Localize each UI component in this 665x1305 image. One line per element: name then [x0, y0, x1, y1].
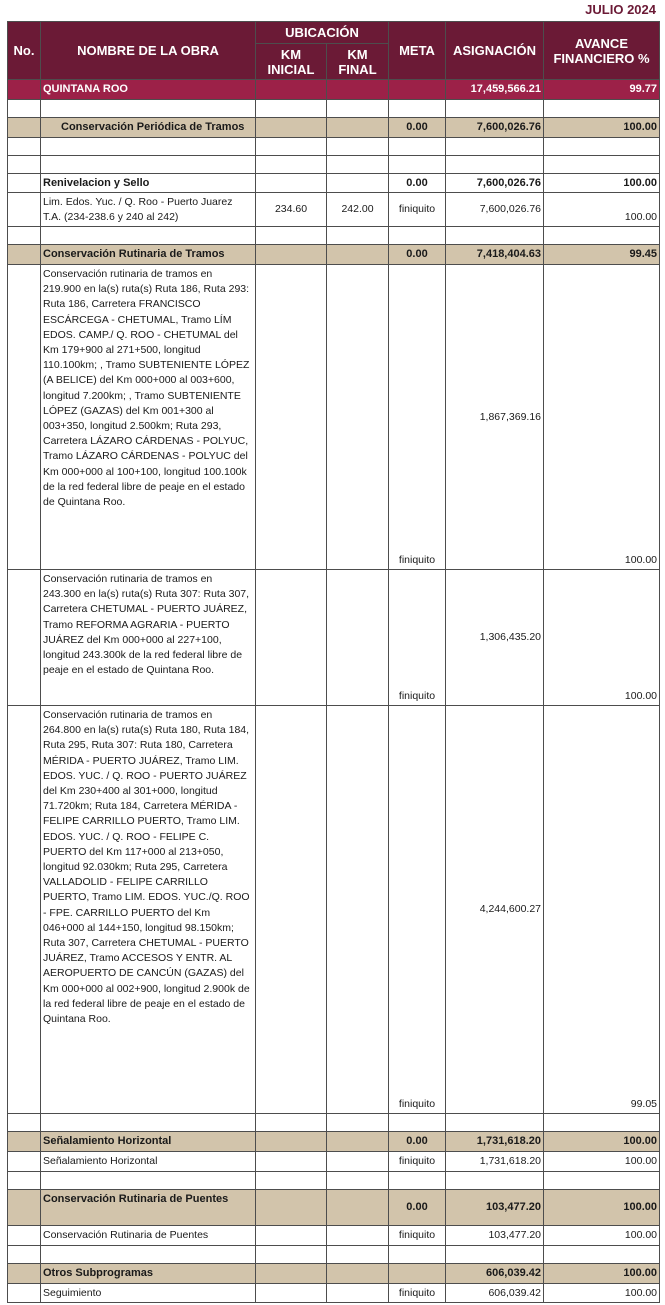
work-allocation: 7,600,026.76	[446, 193, 544, 227]
work-name: Conservación rutinaria de tramos en 264.800 en la(s) ruta(s) Ruta 180, Ruta 184, Ruta 295, Ruta 307: Ruta 180, Carretera MÉRIDA - PUERTO JUÁREZ, Tramo LIM. EDOS. YUC. / Q. ROO - PUERTO JUÁREZ del Km 230+400 al 301+000, longitud 71.720km; Ruta 184, Carretera MÉRIDA - FELIPE CARRILLO PUERTO, Tramo LIM. EDOS. YUC. / Q. ROO - FELIPE C. PUERTO del Km 117+000 al 213+050, longitud 92.030km; Ruta 295, Carretera VALLADOLID - FELIPE CARRILLO PUERTO, Tramo LIM. EDOS. YUC./Q. ROO - FPE. CARRILLO PUERTO del Km 046+000 al 144+150, longitud 98.150km; Ruta 307, Carretera CHETUMAL - PUERTO JUÁREZ, Tramo ACCESOS Y ENTR. AL AEROPUERTO DE CANCÚN (GAZAS) del Km 000+000 al 002+900, longitud 2.900k de la red federal libre de peaje en el estado de Quintana Roo.	[41, 706, 256, 1114]
work-name: Conservación Rutinaria de Puentes	[41, 1226, 256, 1246]
header-goal: META	[389, 22, 446, 80]
category-name: Señalamiento Horizontal	[41, 1132, 256, 1152]
table-row	[8, 193, 660, 227]
header-no: No.	[8, 22, 41, 80]
category-name: Otros Subprogramas	[41, 1264, 256, 1284]
subcategory-row	[8, 174, 660, 193]
header-progress: AVANCE FINANCIERO %	[544, 22, 660, 80]
category-name: Conservación Rutinaria de Puentes	[41, 1190, 256, 1226]
work-goal: finiquito	[389, 570, 446, 706]
work-goal: finiquito	[389, 1152, 446, 1172]
category-allocation: 103,477.20	[446, 1190, 544, 1226]
work-name: Lim. Edos. Yuc. / Q. Roo - Puerto Juarez T.A. (234-238.6 y 240 al 242)	[41, 193, 256, 227]
work-name: Señalamiento Horizontal	[41, 1152, 256, 1172]
spacer-row	[8, 156, 660, 174]
work-progress: 100.00	[544, 265, 660, 570]
spacer-row	[8, 1172, 660, 1190]
spacer-row	[8, 1246, 660, 1264]
spacer-row	[8, 227, 660, 245]
category-goal: 0.00	[389, 1190, 446, 1226]
report-period: JULIO 2024	[585, 2, 656, 17]
category-row	[8, 1132, 660, 1152]
subcategory-progress: 100.00	[544, 174, 660, 193]
category-allocation: 606,039.42	[446, 1264, 544, 1284]
category-allocation: 7,418,404.63	[446, 245, 544, 265]
work-progress: 100.00	[544, 193, 660, 227]
subcategory-allocation: 7,600,026.76	[446, 174, 544, 193]
km-end: 242.00	[327, 193, 389, 227]
work-goal: finiquito	[389, 193, 446, 227]
category-row	[8, 118, 660, 138]
state-progress: 99.77	[544, 80, 660, 100]
category-allocation: 1,731,618.20	[446, 1132, 544, 1152]
work-allocation: 1,306,435.20	[446, 570, 544, 706]
header-row	[8, 22, 660, 44]
table-row	[8, 706, 660, 1114]
km-start: 234.60	[256, 193, 327, 227]
header-location: UBICACIÓN	[256, 22, 389, 44]
work-progress: 100.00	[544, 1284, 660, 1303]
table-row	[8, 570, 660, 706]
work-progress: 100.00	[544, 570, 660, 706]
category-progress: 100.00	[544, 1264, 660, 1284]
category-row	[8, 1190, 660, 1226]
work-name: Conservación rutinaria de tramos en 243.300 en la(s) ruta(s) Ruta 307: Ruta 307, Carretera CHETUMAL - PUERTO JUÁREZ, Tramo REFORMA AGRARIA - PUERTO JUÁREZ del Km 000+000 al 227+100, longitud 243.300k de la red federal libre de peaje en el estado de Quintana Roo.	[41, 570, 256, 706]
work-goal: finiquito	[389, 706, 446, 1114]
category-row	[8, 1264, 660, 1284]
header-name: NOMBRE DE LA OBRA	[41, 22, 256, 80]
category-goal: 0.00	[389, 1132, 446, 1152]
category-goal: 0.00	[389, 118, 446, 138]
work-allocation: 606,039.42	[446, 1284, 544, 1303]
header-km-end: KM FINAL	[327, 44, 389, 80]
work-goal: finiquito	[389, 265, 446, 570]
category-goal: 0.00	[389, 245, 446, 265]
work-allocation: 4,244,600.27	[446, 706, 544, 1114]
category-row	[8, 245, 660, 265]
subcategory-goal: 0.00	[389, 174, 446, 193]
header-allocation: ASIGNACIÓN	[446, 22, 544, 80]
category-progress: 100.00	[544, 118, 660, 138]
category-goal	[389, 1264, 446, 1284]
table-row	[8, 1152, 660, 1172]
work-progress: 99.05	[544, 706, 660, 1114]
work-allocation: 1,731,618.20	[446, 1152, 544, 1172]
state-name: QUINTANA ROO	[41, 80, 256, 100]
works-table	[7, 21, 660, 1303]
work-name: Conservación rutinaria de tramos en 219.900 en la(s) ruta(s) Ruta 186, Ruta 293: Ruta 186, Carretera FRANCISCO ESCÁRCEGA - CHETUMAL, Tramo LÍM EDOS. CAMP./ Q. ROO - CHETUMAL del Km 179+900 al 271+500, longitud 110.100km; , Tramo SUBTENIENTE LÓPEZ (A BELICE) del Km 000+000 al 003+600, longitud 7.200km; , Tramo SUBTENIENTE LÓPEZ (GAZAS) del Km 001+300 al 003+350, longitud 2.500km; Ruta 293, Carretera LÁZARO CÁRDENAS - POLYUC, Tramo LÁZARO CÁRDENAS - POLYUC del Km 000+000 al 100+100, longitud 100.100k de la red federal libre de peaje en el estado de Quintana Roo.	[41, 265, 256, 570]
work-goal: finiquito	[389, 1284, 446, 1303]
work-name: Seguimiento	[41, 1284, 256, 1303]
table-row	[8, 265, 660, 570]
category-allocation: 7,600,026.76	[446, 118, 544, 138]
state-allocation: 17,459,566.21	[446, 80, 544, 100]
header-km-start: KM INICIAL	[256, 44, 327, 80]
state-row	[8, 80, 660, 100]
category-name: Conservación Periódica de Tramos	[41, 118, 256, 138]
table-row	[8, 1226, 660, 1246]
work-goal: finiquito	[389, 1226, 446, 1246]
work-allocation: 1,867,369.16	[446, 265, 544, 570]
table-row	[8, 1284, 660, 1303]
spacer-row	[8, 138, 660, 156]
work-allocation: 103,477.20	[446, 1226, 544, 1246]
category-name: Conservación Rutinaria de Tramos	[41, 245, 256, 265]
category-progress: 100.00	[544, 1132, 660, 1152]
category-progress: 100.00	[544, 1190, 660, 1226]
subcategory-name: Renivelacion y Sello	[41, 174, 256, 193]
spacer-row	[8, 100, 660, 118]
spacer-row	[8, 1114, 660, 1132]
work-progress: 100.00	[544, 1226, 660, 1246]
work-progress: 100.00	[544, 1152, 660, 1172]
category-progress: 99.45	[544, 245, 660, 265]
